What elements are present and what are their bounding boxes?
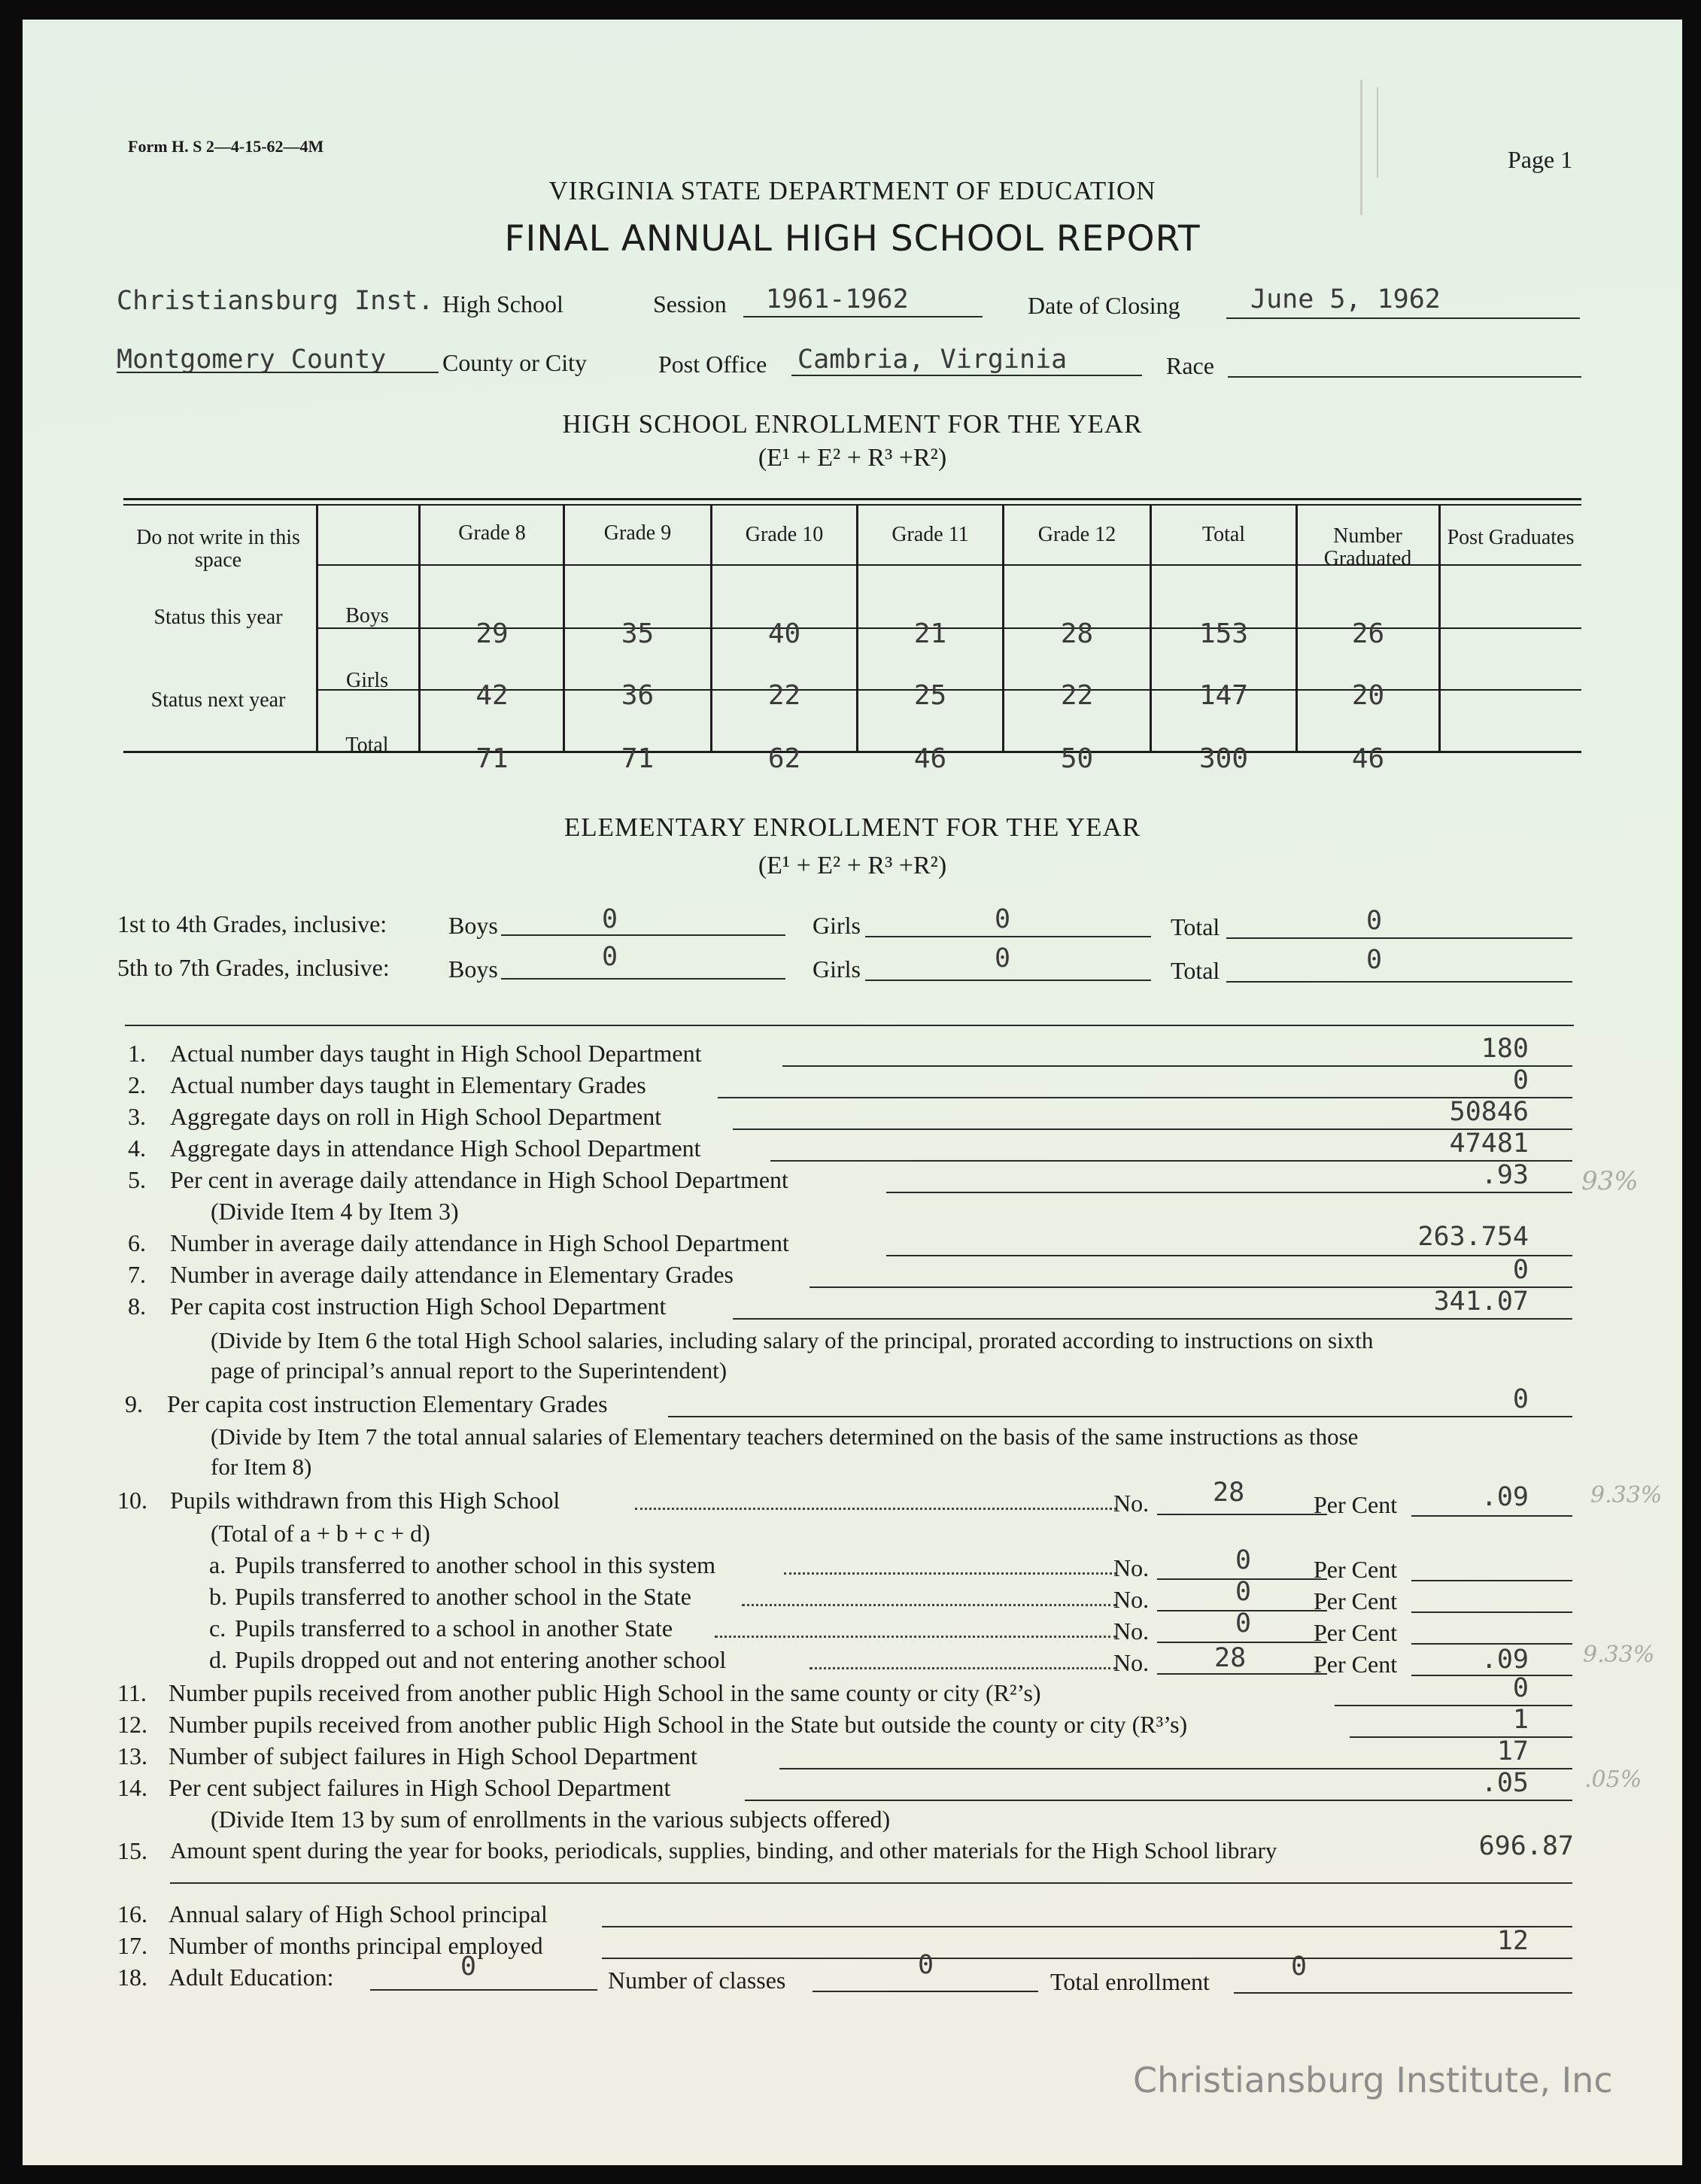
col-grade-12: Grade 12 bbox=[1037, 523, 1116, 546]
item-6-number: 6. bbox=[128, 1229, 146, 1256]
item-15-number: 15. bbox=[117, 1837, 147, 1864]
item-10c-text: Pupils transferred to a school in another State bbox=[235, 1614, 673, 1642]
item-10-no-label: No. bbox=[1113, 1490, 1150, 1517]
item-7-number: 7. bbox=[128, 1261, 146, 1288]
item-12-text: Number pupils received from another public High School in the State but outside the county or city (R³’s) bbox=[169, 1711, 1188, 1738]
item-4-value: 47481 bbox=[1449, 1128, 1529, 1159]
item-18-text: Adult Education: bbox=[169, 1964, 334, 1991]
item-10a-letter: a. bbox=[209, 1551, 226, 1578]
item-10d-margin-note: 9.33% bbox=[1583, 1642, 1655, 1668]
item-10a-pct-line bbox=[1411, 1580, 1572, 1581]
item-10d-no-value: 28 bbox=[1214, 1643, 1247, 1673]
crease-mark bbox=[1377, 87, 1378, 178]
item-10-note: (Total of a + b + c + d) bbox=[211, 1520, 430, 1547]
item-18-enroll-label: Total enrollment bbox=[1050, 1968, 1210, 1995]
item-10a-pct-label: Per Cent bbox=[1314, 1556, 1398, 1583]
report-title: FINAL ANNUAL HIGH SCHOOL REPORT bbox=[504, 218, 1201, 260]
item-5-line bbox=[886, 1192, 1572, 1193]
item-18-number: 18. bbox=[117, 1964, 147, 1991]
cell-total-grade-10: 62 bbox=[767, 743, 801, 774]
closing-line bbox=[1226, 317, 1580, 319]
item-10a-no-label: No. bbox=[1113, 1554, 1150, 1581]
closing-label: Date of Closing bbox=[1028, 292, 1180, 319]
item-10-leader bbox=[635, 1508, 1116, 1510]
elem-row-1-label: 1st to 4th Grades, inclusive: bbox=[117, 910, 387, 937]
item-1-text: Actual number days taught in High School Department bbox=[170, 1040, 702, 1067]
item-8-note-1: (Divide by Item 6 the total High School salaries, including salary of the principal, prorated according to instructions on sixth bbox=[211, 1327, 1374, 1353]
hs-enrollment-formula: (E¹ + E² + R³ +R²) bbox=[758, 444, 947, 472]
item-18-classes-value: 0 bbox=[918, 1950, 934, 1980]
col-grade-8: Grade 8 bbox=[458, 521, 526, 545]
item-12-value: 1 bbox=[1512, 1705, 1529, 1735]
item-4-text: Aggregate days in attendance High School Department bbox=[170, 1135, 701, 1162]
item-2-value: 0 bbox=[1512, 1065, 1529, 1095]
elem-row-1-boys-line bbox=[501, 934, 785, 936]
item-5-margin-note: 93% bbox=[1581, 1166, 1639, 1196]
county-value: Montgomery County bbox=[117, 345, 387, 375]
item-10c-letter: c. bbox=[209, 1614, 226, 1642]
cell-boys-total: 153 bbox=[1198, 618, 1249, 649]
item-14-margin-note: .05% bbox=[1584, 1766, 1642, 1793]
cell-girls-grade-9: 36 bbox=[621, 680, 655, 711]
item-4-number: 4. bbox=[128, 1135, 146, 1162]
item-10d-pct-value: .09 bbox=[1481, 1645, 1529, 1675]
item-13-text: Number of subject failures in High School Department bbox=[169, 1742, 697, 1769]
item-10-no-value: 28 bbox=[1213, 1478, 1245, 1508]
closing-value: June 5, 1962 bbox=[1250, 284, 1441, 314]
table-col-line bbox=[316, 504, 318, 752]
cell-boys-grade-8: 29 bbox=[475, 618, 509, 649]
item-13-number: 13. bbox=[117, 1742, 147, 1769]
item-14-number: 14. bbox=[117, 1774, 147, 1801]
item-8-note-2: page of principal’s annual report to the Superintendent) bbox=[211, 1357, 727, 1384]
item-16-text: Annual salary of High School principal bbox=[169, 1900, 548, 1927]
side-label-status-next-year: Status next year bbox=[150, 688, 286, 712]
item-10b-no-label: No. bbox=[1113, 1586, 1150, 1613]
item-17-text: Number of months principal employed bbox=[169, 1932, 543, 1959]
item-9-number: 9. bbox=[125, 1390, 143, 1417]
cell-girls-total: 147 bbox=[1198, 680, 1249, 711]
item-9-text: Per capita cost instruction Elementary Grades bbox=[167, 1390, 608, 1417]
elem-row-2-boys-value: 0 bbox=[602, 942, 618, 972]
item-10-text: Pupils withdrawn from this High School bbox=[170, 1487, 560, 1514]
crease-mark bbox=[1360, 80, 1362, 215]
item-10a-no-value: 0 bbox=[1235, 1545, 1252, 1575]
item-3-text: Aggregate days on roll in High School Department bbox=[170, 1103, 662, 1130]
cell-boys-grade-9: 35 bbox=[621, 618, 655, 649]
elem-row-2-girls-label: Girls bbox=[813, 955, 861, 983]
item-15-text: Amount spent during the year for books, periodicals, supplies, binding, and other materials for the High School library bbox=[170, 1837, 1277, 1864]
item-10b-pct-label: Per Cent bbox=[1314, 1587, 1398, 1614]
table-top-rule bbox=[123, 498, 1581, 500]
item-6-value: 263.754 bbox=[1417, 1222, 1529, 1252]
item-10-number: 10. bbox=[117, 1487, 147, 1514]
race-line bbox=[1228, 376, 1581, 378]
cell-total-graduated: 46 bbox=[1351, 743, 1385, 774]
row-label-girls: Girls bbox=[346, 669, 388, 692]
cell-total-grade-8: 71 bbox=[475, 743, 509, 774]
county-line bbox=[117, 372, 439, 373]
item-10c-pct-label: Per Cent bbox=[1314, 1619, 1398, 1646]
elem-row-2-total-label: Total bbox=[1171, 957, 1220, 984]
elem-row-1-total-label: Total bbox=[1171, 913, 1220, 940]
cell-girls-grade-8: 42 bbox=[475, 680, 509, 711]
item-10-pct-value: .09 bbox=[1481, 1482, 1529, 1512]
elem-row-2-girls-line bbox=[865, 980, 1151, 981]
side-label-status-this-year: Status this year bbox=[153, 606, 283, 629]
post-office-value: Cambria, Virginia bbox=[797, 345, 1068, 375]
item-14-note: (Divide Item 13 by sum of enrollments in the various subjects offered) bbox=[211, 1806, 891, 1833]
item-10b-pct-line bbox=[1411, 1611, 1572, 1613]
item-15-value: 696.87 bbox=[1478, 1831, 1574, 1861]
cell-girls-grade-11: 25 bbox=[913, 680, 947, 711]
elem-row-1-boys-label: Boys bbox=[448, 912, 498, 939]
item-5-note: (Divide Item 4 by Item 3) bbox=[211, 1198, 459, 1225]
cell-boys-grade-12: 28 bbox=[1060, 618, 1094, 649]
item-10a-text: Pupils transferred to another school in this system bbox=[235, 1551, 716, 1578]
cell-girls-graduated: 20 bbox=[1351, 680, 1385, 711]
cell-girls-grade-10: 22 bbox=[767, 680, 801, 711]
cell-girls-grade-12: 22 bbox=[1060, 680, 1094, 711]
item-18-enroll-line bbox=[1234, 1992, 1572, 1994]
item-10c-no-value: 0 bbox=[1235, 1608, 1252, 1639]
elem-row-1-boys-value: 0 bbox=[602, 904, 618, 934]
elem-row-1-girls-label: Girls bbox=[813, 912, 861, 939]
item-1-value: 180 bbox=[1481, 1034, 1529, 1064]
item-11-text: Number pupils received from another public High School in the same county or city (R²’s) bbox=[169, 1679, 1041, 1706]
col-number-graduated: Number Graduated bbox=[1323, 524, 1412, 570]
form-number: Form H. S 2—4-15-62—4M bbox=[128, 137, 324, 156]
elem-enrollment-title: ELEMENTARY ENROLLMENT FOR THE YEAR bbox=[563, 813, 1141, 842]
item-17-number: 17. bbox=[117, 1932, 147, 1959]
item-10c-no-label: No. bbox=[1113, 1617, 1150, 1645]
item-18-adult-line bbox=[370, 1989, 597, 1991]
item-10-no-line bbox=[1157, 1514, 1327, 1515]
item-14-text: Per cent subject failures in High School Department bbox=[169, 1774, 671, 1801]
item-5-text: Per cent in average daily attendance in High School Department bbox=[170, 1166, 788, 1193]
item-16-number: 16. bbox=[117, 1900, 147, 1927]
page-number: Page 1 bbox=[1508, 146, 1573, 173]
elem-row-2-total-value: 0 bbox=[1366, 945, 1383, 975]
cell-boys-grade-11: 21 bbox=[913, 618, 947, 649]
item-10d-letter: d. bbox=[209, 1646, 227, 1673]
item-9-line bbox=[668, 1416, 1572, 1417]
col-total: Total bbox=[1201, 523, 1246, 546]
elem-row-2-girls-value: 0 bbox=[995, 943, 1011, 974]
item-8-number: 8. bbox=[128, 1292, 146, 1320]
item-10d-no-label: No. bbox=[1113, 1649, 1150, 1676]
row-label-total: Total bbox=[345, 734, 389, 757]
item-18-adult-value: 0 bbox=[460, 1952, 477, 1982]
item-10b-text: Pupils transferred to another school in the State bbox=[235, 1583, 691, 1610]
cell-boys-graduated: 26 bbox=[1351, 618, 1385, 649]
item-15-line bbox=[170, 1882, 1572, 1884]
item-10d-leader bbox=[809, 1667, 1116, 1669]
item-10d-text: Pupils dropped out and not entering another school bbox=[235, 1646, 727, 1673]
item-10b-no-value: 0 bbox=[1235, 1577, 1252, 1607]
item-8-text: Per capita cost instruction High School Department bbox=[170, 1292, 667, 1320]
hs-enrollment-title: HIGH SCHOOL ENROLLMENT FOR THE YEAR bbox=[562, 409, 1143, 439]
item-3-number: 3. bbox=[128, 1103, 146, 1130]
post-office-label: Post Office bbox=[658, 351, 767, 378]
cell-boys-grade-10: 40 bbox=[767, 618, 801, 649]
report-page bbox=[23, 20, 1682, 2165]
item-1-number: 1. bbox=[128, 1040, 146, 1067]
item-5-number: 5. bbox=[128, 1166, 146, 1193]
item-10b-leader bbox=[742, 1604, 1116, 1606]
col-post-graduates: Post Graduates bbox=[1447, 526, 1575, 549]
item-14-line bbox=[745, 1800, 1572, 1801]
item-17-line bbox=[602, 1958, 1572, 1959]
item-10d-pct-label: Per Cent bbox=[1314, 1651, 1398, 1678]
item-17-value: 12 bbox=[1496, 1926, 1529, 1956]
cell-total-total: 300 bbox=[1198, 743, 1249, 774]
item-18-enroll-value: 0 bbox=[1291, 1952, 1308, 1982]
item-7-text: Number in average daily attendance in Elementary Grades bbox=[170, 1261, 734, 1288]
race-label: Race bbox=[1166, 352, 1214, 379]
session-label: Session bbox=[653, 290, 727, 317]
item-9-note-1: (Divide by Item 7 the total annual salaries of Elementary teachers determined on the basis of the same instructions as those bbox=[211, 1423, 1359, 1450]
elem-row-2-total-line bbox=[1226, 981, 1572, 983]
session-value: 1961-1962 bbox=[766, 284, 909, 314]
elem-row-2-boys-line bbox=[501, 978, 785, 980]
session-line bbox=[743, 316, 983, 317]
item-11-value: 0 bbox=[1512, 1673, 1529, 1703]
elem-row-1-girls-line bbox=[865, 936, 1151, 937]
item-13-value: 17 bbox=[1496, 1736, 1529, 1766]
section-divider bbox=[125, 1025, 1574, 1026]
item-9-note-2: for Item 8) bbox=[211, 1453, 312, 1480]
table-top-rule-2 bbox=[123, 504, 1581, 506]
cell-total-grade-9: 71 bbox=[621, 743, 655, 774]
item-10-pct-label: Per Cent bbox=[1314, 1491, 1398, 1518]
col-grade-10: Grade 10 bbox=[745, 523, 824, 546]
department-heading: VIRGINIA STATE DEPARTMENT OF EDUCATION bbox=[548, 176, 1156, 205]
item-7-value: 0 bbox=[1512, 1255, 1529, 1285]
item-10a-leader bbox=[784, 1572, 1116, 1575]
cell-total-grade-11: 46 bbox=[913, 743, 947, 774]
item-10-pct-line bbox=[1411, 1515, 1572, 1517]
item-12-number: 12. bbox=[117, 1711, 147, 1738]
item-10-margin-note: 9.33% bbox=[1590, 1482, 1663, 1508]
post-office-line bbox=[791, 375, 1142, 376]
row-label-boys: Boys bbox=[345, 604, 389, 627]
item-11-number: 11. bbox=[117, 1679, 147, 1706]
school-label: High School bbox=[442, 290, 563, 317]
item-2-number: 2. bbox=[128, 1071, 146, 1098]
col-grade-9: Grade 9 bbox=[603, 521, 672, 545]
county-label: County or City bbox=[442, 349, 588, 376]
item-18-classes-line bbox=[813, 1991, 1038, 1992]
watermark-text: Christiansburg Institute, Inc bbox=[1133, 2060, 1613, 2100]
cell-total-grade-12: 50 bbox=[1060, 743, 1094, 774]
table-col-line bbox=[418, 504, 421, 752]
item-18-classes-label: Number of classes bbox=[608, 1967, 786, 1994]
item-6-text: Number in average daily attendance in High School Department bbox=[170, 1229, 789, 1256]
item-5-value: .93 bbox=[1481, 1160, 1529, 1190]
school-name-value: Christiansburg Inst. bbox=[117, 286, 434, 316]
item-10b-letter: b. bbox=[209, 1583, 227, 1610]
elem-enrollment-formula: (E¹ + E² + R³ +R²) bbox=[758, 852, 947, 879]
elem-row-1-girls-value: 0 bbox=[995, 904, 1011, 934]
col-grade-11: Grade 11 bbox=[892, 523, 969, 546]
elem-row-1-total-value: 0 bbox=[1366, 906, 1383, 936]
item-8-value: 341.07 bbox=[1433, 1286, 1529, 1317]
item-14-value: .05 bbox=[1481, 1768, 1529, 1798]
item-2-text: Actual number days taught in Elementary Grades bbox=[170, 1071, 646, 1098]
elem-row-1-total-line bbox=[1226, 937, 1572, 939]
item-10c-leader bbox=[715, 1636, 1116, 1638]
elem-row-2-label: 5th to 7th Grades, inclusive: bbox=[117, 954, 390, 981]
item-3-value: 50846 bbox=[1449, 1097, 1529, 1127]
item-8-line bbox=[733, 1318, 1572, 1320]
side-label-do-not-write: Do not write in this space bbox=[136, 526, 300, 572]
elem-row-2-boys-label: Boys bbox=[448, 955, 498, 983]
table-col-line bbox=[1438, 504, 1441, 752]
item-9-value: 0 bbox=[1512, 1384, 1529, 1414]
